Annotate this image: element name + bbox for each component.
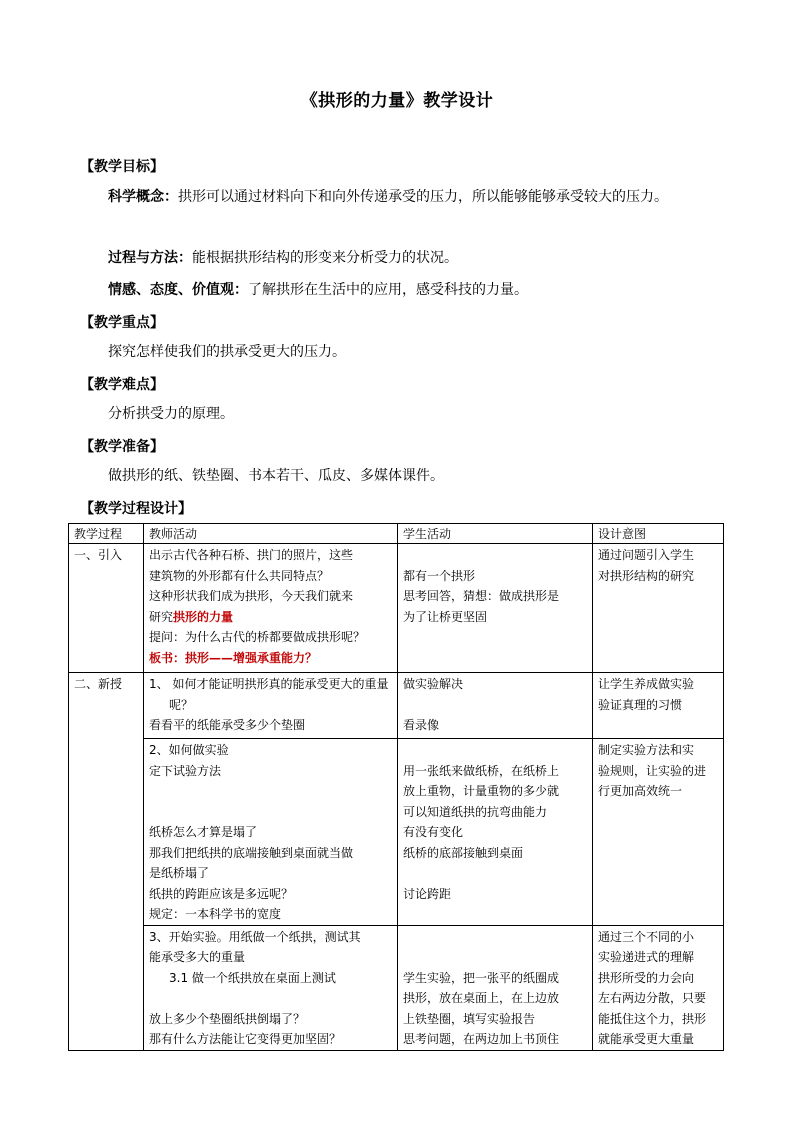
student-line: 为了让桥更坚固 xyxy=(403,609,488,624)
process-table xyxy=(68,523,724,1051)
teacher-line: 那我们把纸拱的底端接触到桌面就当做 xyxy=(149,845,354,860)
intent-line: 对拱形结构的研究 xyxy=(598,568,695,583)
teacher-cell xyxy=(144,739,398,926)
intent-line: 制定实验方法和实 xyxy=(598,743,695,757)
student-line: 思考回答，猜想：做成拱形是 xyxy=(403,589,560,603)
intent-line: 就能承受更大重量 xyxy=(598,1032,695,1046)
student-cell xyxy=(398,925,593,1050)
intent-line: 左右两边分散，只要 xyxy=(598,991,707,1005)
teacher-line: 1、 如何才能证明拱形真的能承受更大的重量呢？ xyxy=(149,677,389,712)
table-header-row xyxy=(69,524,724,544)
process-text: 能根据拱形结构的形变来分析受力的状况。 xyxy=(192,250,458,266)
emotion-text: 了解拱形在生活中的应用，感受科技的力量。 xyxy=(248,282,528,298)
student-line: 可以知道纸拱的抗弯曲能力 xyxy=(403,804,548,819)
table-row xyxy=(69,925,724,1050)
teacher-line: 是纸桥塌了 xyxy=(149,866,210,880)
blackboard-note: 板书：拱形——增强承重能力？ xyxy=(149,650,318,665)
intent-cell xyxy=(593,544,724,673)
header-teacher: 教师活动 xyxy=(144,524,398,544)
header-stage: 教学过程 xyxy=(69,524,144,544)
goals-emotion xyxy=(80,275,730,305)
teacher-line: 能承受多大的重量 xyxy=(149,950,246,964)
intent-line: 能抵住这个力，拱形 xyxy=(598,1011,707,1026)
student-line: 学生实验，把一张平的纸圈成 xyxy=(403,970,560,985)
intent-line: 验规则，让实验的进 xyxy=(598,763,707,778)
intent-line: 实验递进式的理解 xyxy=(598,950,695,964)
student-line: 上铁垫圈，填写实验报告 xyxy=(403,1011,536,1026)
teacher-line: 纸拱的跨距应该是多远呢？ xyxy=(149,886,294,901)
teacher-line: 放上多少个垫圈纸拱倒塌了？ xyxy=(149,1011,306,1026)
teacher-line: 3.1 做一个纸拱放在桌面上测试 xyxy=(169,970,336,985)
teacher-cell xyxy=(144,544,398,673)
intent-line: 通过问题引入学生 xyxy=(598,548,695,562)
prep-text: 做拱形的纸、铁垫圈、书本若干、瓜皮、多媒体课件。 xyxy=(108,468,444,484)
process-heading: 【教学过程设计】 xyxy=(80,501,192,517)
stage-cell: 一、引入 xyxy=(69,544,144,673)
student-line: 用一张纸来做纸桥，在纸桥上 xyxy=(403,763,560,778)
teacher-line: 规定：一本科学书的宽度 xyxy=(149,907,282,921)
difficulty-text: 分析拱受力的原理。 xyxy=(108,406,234,422)
intent-line: 验证真理的习惯 xyxy=(598,697,683,712)
student-cell xyxy=(398,739,593,926)
teacher-line: 定下试验方法 xyxy=(149,763,222,778)
intent-cell xyxy=(593,739,724,926)
student-line: 做实验解决 xyxy=(403,677,464,691)
intent-cell xyxy=(593,673,724,739)
intent-line: 拱形所受的力会向 xyxy=(598,970,695,985)
teacher-text: 研究 xyxy=(149,609,174,624)
goals-process xyxy=(80,243,730,273)
intent-line: 通过三个不同的小 xyxy=(598,929,695,944)
table-row xyxy=(69,673,724,739)
document-title: 《拱形的力量》教学设计 xyxy=(300,91,494,111)
teacher-line: 建筑物的外形都有什么共同特点？ xyxy=(149,568,330,583)
emotion-label: 情感、态度、价值观： xyxy=(108,282,248,298)
table-row xyxy=(69,544,724,673)
teacher-line: 出示古代各种石桥、拱门的照片，这些 xyxy=(149,548,354,562)
concept-label: 科学概念： xyxy=(108,189,178,205)
teacher-line: 3、开始实验。用纸做一个纸拱，测试其 xyxy=(149,929,361,944)
concept-text: 拱形可以通过材料向下和向外传递承受的压力，所以能够能够承受较大的压力。 xyxy=(178,189,668,205)
intent-cell xyxy=(593,925,724,1050)
goals-concept xyxy=(80,182,730,212)
intent-line: 行更加高效统一 xyxy=(598,784,683,798)
header-student: 学生活动 xyxy=(398,524,593,544)
difficulty-heading: 【教学难点】 xyxy=(80,377,164,393)
teacher-cell xyxy=(144,673,398,739)
student-line: 有没有变化 xyxy=(403,825,464,839)
key-point-text: 探究怎样使我们的拱承受更大的压力。 xyxy=(108,344,346,360)
teacher-line: 看看平的纸能承受多少个垫圈 xyxy=(149,718,306,732)
student-cell xyxy=(398,673,593,739)
teacher-line: 纸桥怎么才算是塌了 xyxy=(149,825,258,839)
prep-heading: 【教学准备】 xyxy=(80,439,164,455)
teacher-line: 提问：为什么古代的桥都要做成拱形呢？ xyxy=(149,630,366,644)
header-intent: 设计意图 xyxy=(593,524,724,544)
student-line: 讨论跨距 xyxy=(403,886,452,901)
intent-line: 让学生养成做实验 xyxy=(598,677,695,691)
process-label: 过程与方法： xyxy=(108,250,192,266)
teacher-line xyxy=(149,607,392,628)
student-line: 放上重物，计量重物的多少就 xyxy=(403,784,560,798)
student-line: 都有一个拱形 xyxy=(403,568,476,583)
key-point-heading: 【教学重点】 xyxy=(80,315,164,331)
student-line: 拱形，放在桌面上，在上边放 xyxy=(403,991,560,1005)
teacher-line: 这种形状我们成为拱形，今天我们就来 xyxy=(149,589,354,603)
student-cell xyxy=(398,544,593,673)
student-line: 看录像 xyxy=(403,718,440,732)
stage-cell: 二、新授 xyxy=(69,673,144,1051)
teacher-cell xyxy=(144,925,398,1050)
student-line: 纸桥的底部接触到桌面 xyxy=(403,845,524,860)
goals-heading: 【教学目标】 xyxy=(80,159,164,175)
table-row xyxy=(69,739,724,926)
teacher-line: 2、如何做实验 xyxy=(149,743,229,757)
student-line: 思考问题，在两边加上书顶住 xyxy=(403,1032,560,1046)
highlight-text: 拱形的力量 xyxy=(173,609,234,624)
teacher-line: 那有什么方法能让它变得更加坚固？ xyxy=(149,1032,342,1046)
